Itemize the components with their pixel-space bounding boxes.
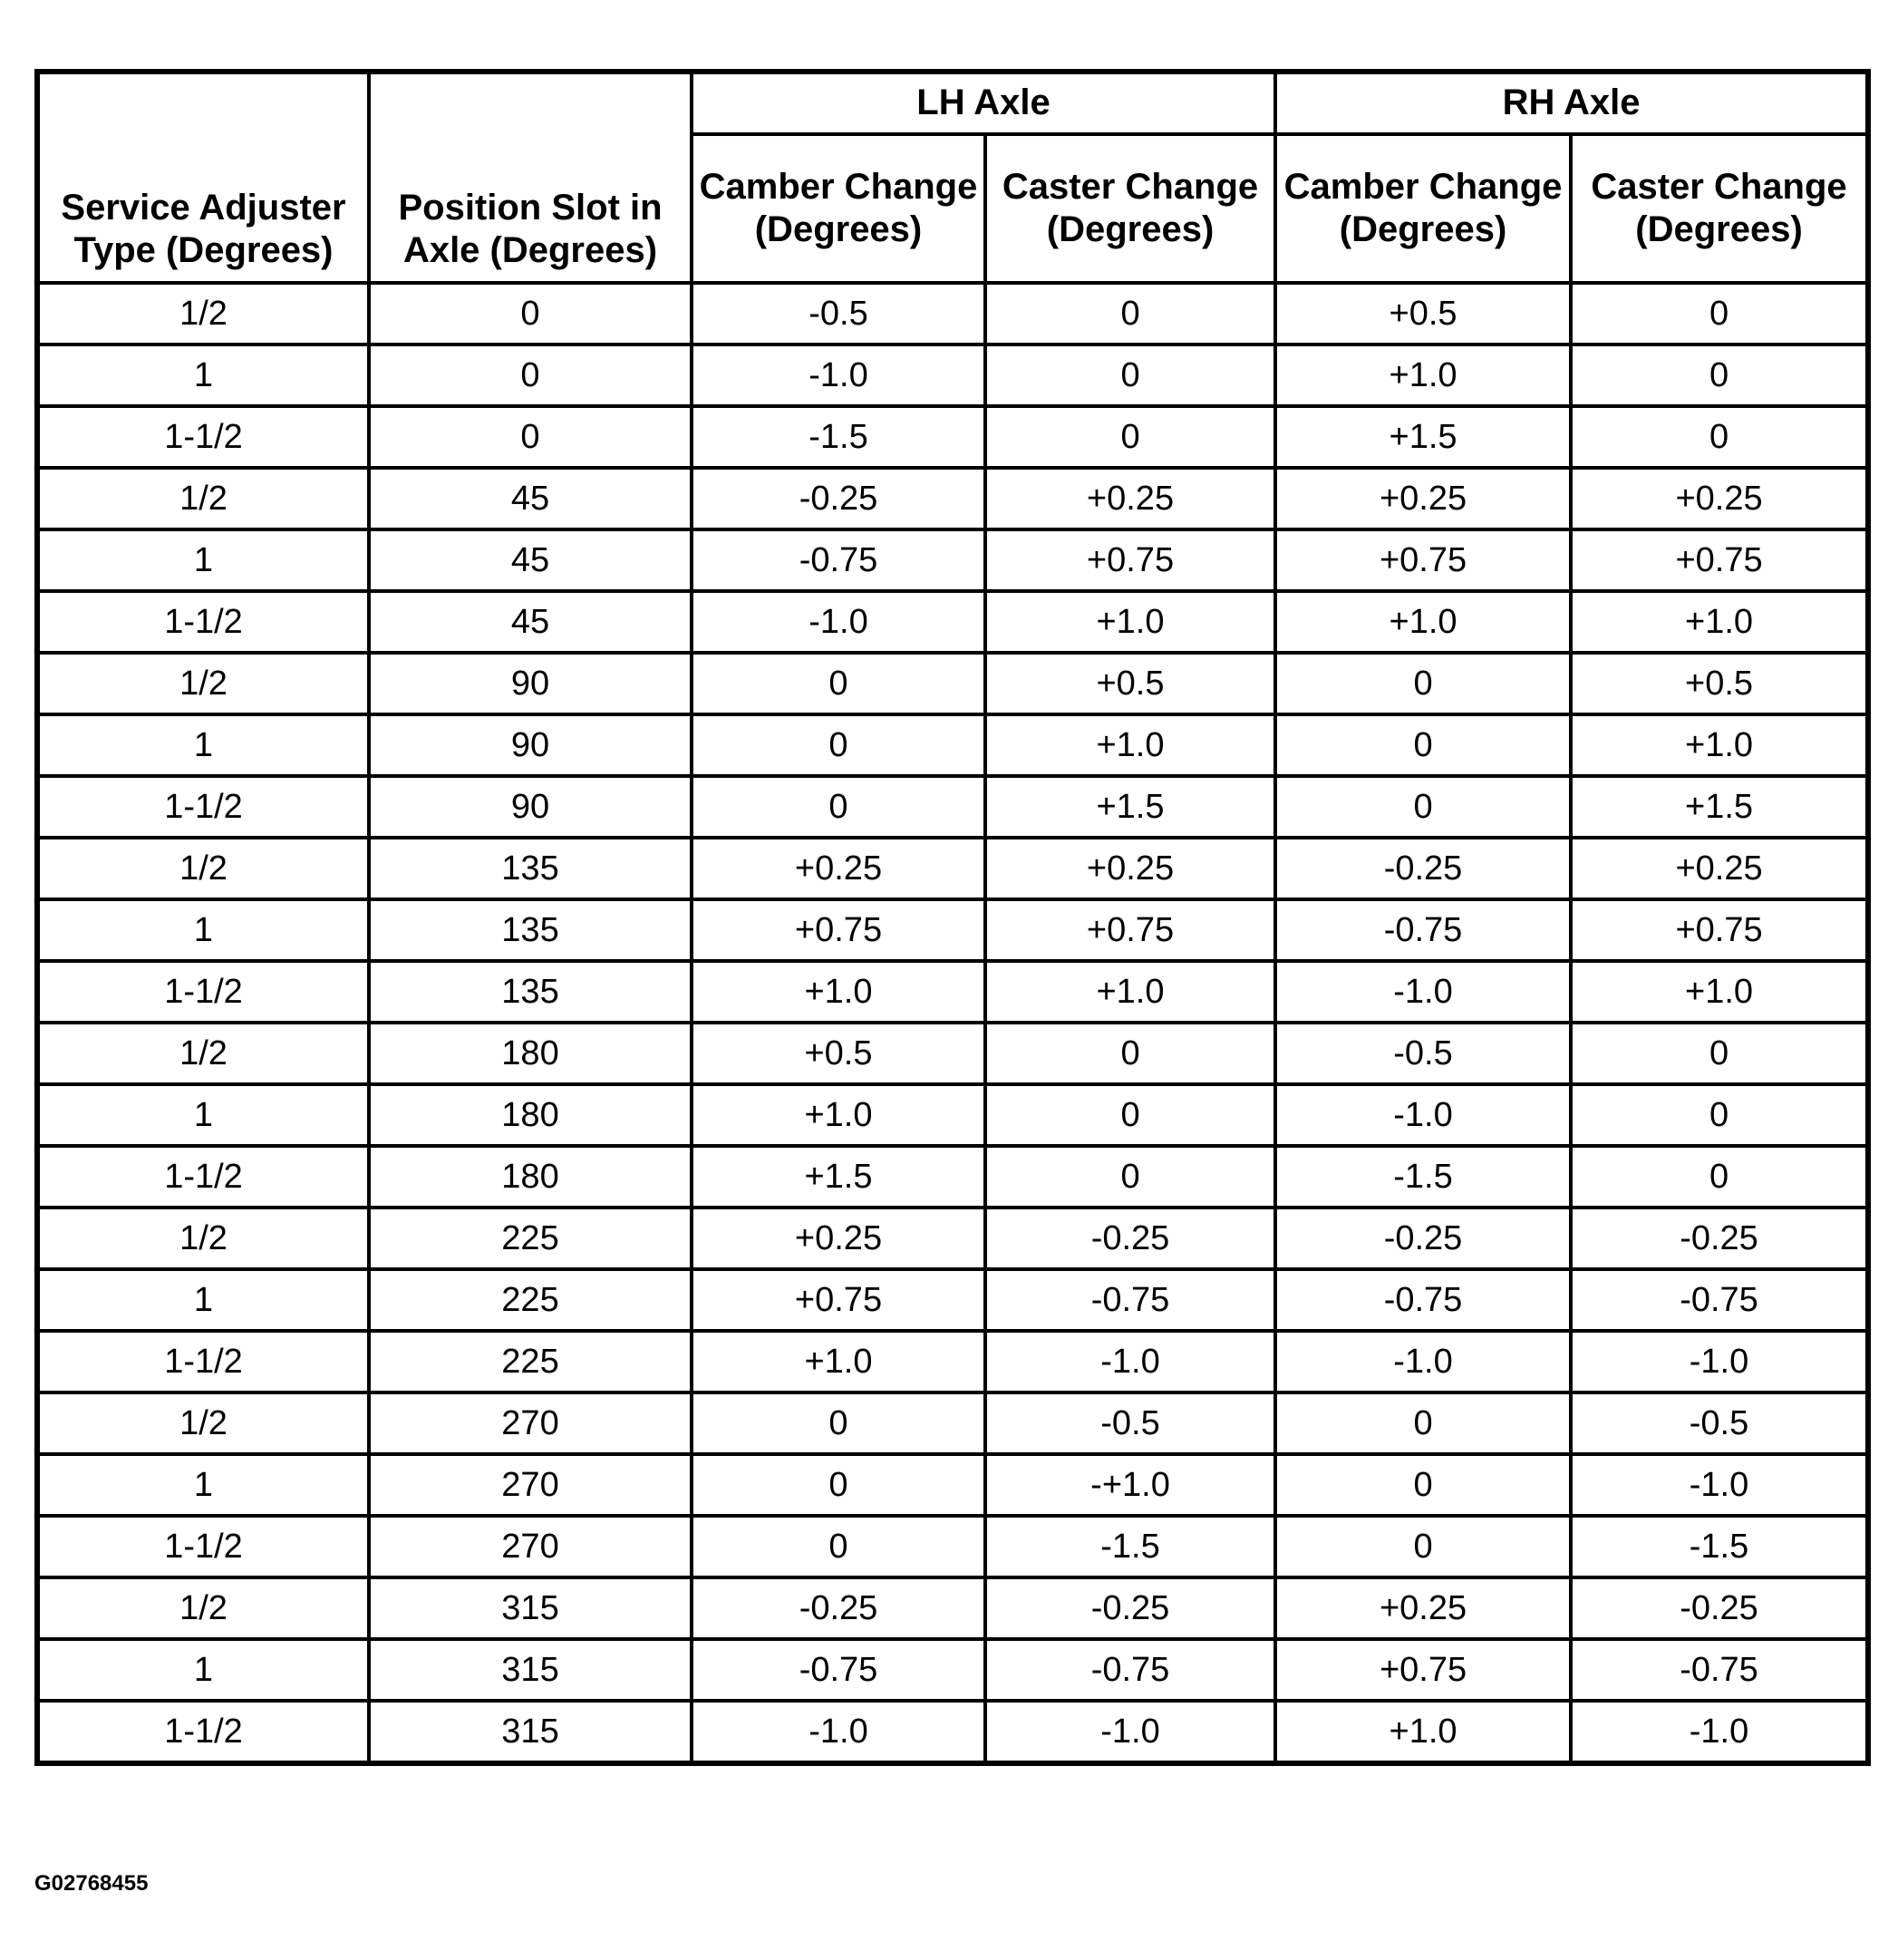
cell-lh-camber: -1.0 bbox=[692, 344, 985, 406]
cell-adjuster-type: 1-1/2 bbox=[37, 1701, 369, 1763]
cell-position-slot: 45 bbox=[369, 468, 692, 529]
cell-lh-caster: 0 bbox=[985, 283, 1275, 344]
cell-position-slot: 270 bbox=[369, 1516, 692, 1577]
cell-adjuster-type: 1/2 bbox=[37, 1577, 369, 1639]
cell-rh-camber: +1.0 bbox=[1275, 344, 1571, 406]
cell-rh-caster: +1.0 bbox=[1571, 961, 1868, 1023]
cell-lh-camber: 0 bbox=[692, 653, 985, 714]
cell-position-slot: 180 bbox=[369, 1023, 692, 1084]
cell-lh-caster: -0.75 bbox=[985, 1639, 1275, 1701]
cell-adjuster-type: 1/2 bbox=[37, 283, 369, 344]
cell-lh-camber: -0.75 bbox=[692, 1639, 985, 1701]
cell-adjuster-type: 1/2 bbox=[37, 1392, 369, 1454]
cell-lh-camber: 0 bbox=[692, 1454, 985, 1516]
table-row bbox=[37, 714, 1868, 776]
cell-lh-caster: +0.25 bbox=[985, 468, 1275, 529]
table-row bbox=[37, 1331, 1868, 1392]
cell-rh-caster: -0.75 bbox=[1571, 1639, 1868, 1701]
cell-position-slot: 270 bbox=[369, 1392, 692, 1454]
cell-lh-camber: 0 bbox=[692, 1516, 985, 1577]
table-row bbox=[37, 591, 1868, 653]
cell-adjuster-type: 1-1/2 bbox=[37, 776, 369, 838]
table-row bbox=[37, 1269, 1868, 1331]
cell-lh-caster: -1.0 bbox=[985, 1701, 1275, 1763]
cell-rh-camber: -0.5 bbox=[1275, 1023, 1571, 1084]
cell-lh-camber: +0.75 bbox=[692, 899, 985, 961]
cell-rh-camber: -1.0 bbox=[1275, 1331, 1571, 1392]
table-row bbox=[37, 406, 1868, 468]
table-row bbox=[37, 1516, 1868, 1577]
header-lh-caster: Caster Change (Degrees) bbox=[985, 134, 1275, 283]
table-header bbox=[37, 72, 1868, 283]
table-row bbox=[37, 838, 1868, 899]
cell-rh-camber: +0.25 bbox=[1275, 1577, 1571, 1639]
cell-rh-camber: -0.75 bbox=[1275, 1269, 1571, 1331]
cell-lh-camber: 0 bbox=[692, 776, 985, 838]
cell-adjuster-type: 1 bbox=[37, 1454, 369, 1516]
cell-lh-caster: +1.0 bbox=[985, 961, 1275, 1023]
table-row bbox=[37, 1701, 1868, 1763]
cell-adjuster-type: 1 bbox=[37, 1639, 369, 1701]
cell-lh-camber: -0.25 bbox=[692, 468, 985, 529]
table-row bbox=[37, 344, 1868, 406]
cell-lh-caster: +0.75 bbox=[985, 899, 1275, 961]
header-rh-caster: Caster Change (Degrees) bbox=[1571, 134, 1868, 283]
cell-position-slot: 135 bbox=[369, 961, 692, 1023]
cell-rh-camber: 0 bbox=[1275, 1454, 1571, 1516]
table-row bbox=[37, 961, 1868, 1023]
cell-rh-caster: +0.25 bbox=[1571, 468, 1868, 529]
cell-adjuster-type: 1 bbox=[37, 344, 369, 406]
cell-adjuster-type: 1-1/2 bbox=[37, 1331, 369, 1392]
cell-rh-caster: 0 bbox=[1571, 1084, 1868, 1146]
cell-rh-caster: 0 bbox=[1571, 283, 1868, 344]
cell-lh-camber: +1.0 bbox=[692, 1084, 985, 1146]
cell-adjuster-type: 1/2 bbox=[37, 468, 369, 529]
cell-rh-camber: -0.25 bbox=[1275, 1208, 1571, 1269]
cell-position-slot: 315 bbox=[369, 1701, 692, 1763]
cell-position-slot: 135 bbox=[369, 838, 692, 899]
cell-rh-camber: 0 bbox=[1275, 1516, 1571, 1577]
cell-lh-camber: -1.0 bbox=[692, 591, 985, 653]
table-row bbox=[37, 529, 1868, 591]
header-group-row bbox=[37, 72, 1868, 134]
header-service-adjuster: Service Adjuster Type (Degrees) bbox=[37, 72, 369, 283]
cell-adjuster-type: 1 bbox=[37, 1269, 369, 1331]
cell-position-slot: 0 bbox=[369, 406, 692, 468]
cell-rh-caster: -0.25 bbox=[1571, 1577, 1868, 1639]
cell-rh-camber: +0.75 bbox=[1275, 1639, 1571, 1701]
cell-lh-caster: +0.5 bbox=[985, 653, 1275, 714]
cell-position-slot: 0 bbox=[369, 283, 692, 344]
adjuster-spec-table bbox=[34, 69, 1871, 1766]
cell-rh-camber: 0 bbox=[1275, 1392, 1571, 1454]
header-lh-axle: LH Axle bbox=[692, 72, 1275, 134]
cell-lh-caster: 0 bbox=[985, 406, 1275, 468]
cell-position-slot: 135 bbox=[369, 899, 692, 961]
cell-rh-caster: +0.5 bbox=[1571, 653, 1868, 714]
cell-rh-camber: 0 bbox=[1275, 714, 1571, 776]
cell-lh-caster: 0 bbox=[985, 344, 1275, 406]
cell-adjuster-type: 1 bbox=[37, 1084, 369, 1146]
cell-lh-caster: -0.25 bbox=[985, 1577, 1275, 1639]
cell-lh-caster: +1.0 bbox=[985, 714, 1275, 776]
cell-position-slot: 90 bbox=[369, 653, 692, 714]
table-row bbox=[37, 899, 1868, 961]
cell-position-slot: 180 bbox=[369, 1084, 692, 1146]
table-row bbox=[37, 1084, 1868, 1146]
table-row bbox=[37, 1454, 1868, 1516]
cell-lh-camber: +0.75 bbox=[692, 1269, 985, 1331]
cell-position-slot: 180 bbox=[369, 1146, 692, 1208]
cell-position-slot: 0 bbox=[369, 344, 692, 406]
table-row bbox=[37, 1208, 1868, 1269]
cell-position-slot: 225 bbox=[369, 1208, 692, 1269]
cell-rh-caster: +1.0 bbox=[1571, 714, 1868, 776]
cell-adjuster-type: 1/2 bbox=[37, 838, 369, 899]
cell-lh-camber: 0 bbox=[692, 714, 985, 776]
cell-lh-caster: +0.25 bbox=[985, 838, 1275, 899]
cell-lh-caster: -1.0 bbox=[985, 1331, 1275, 1392]
cell-rh-caster: -1.0 bbox=[1571, 1454, 1868, 1516]
cell-lh-camber: +1.0 bbox=[692, 961, 985, 1023]
table-row bbox=[37, 1023, 1868, 1084]
table-row bbox=[37, 468, 1868, 529]
cell-rh-camber: -1.5 bbox=[1275, 1146, 1571, 1208]
cell-lh-caster: -0.5 bbox=[985, 1392, 1275, 1454]
cell-lh-camber: +0.25 bbox=[692, 838, 985, 899]
table-row bbox=[37, 1392, 1868, 1454]
cell-lh-camber: +0.5 bbox=[692, 1023, 985, 1084]
cell-lh-caster: 0 bbox=[985, 1084, 1275, 1146]
cell-adjuster-type: 1/2 bbox=[37, 1208, 369, 1269]
cell-lh-caster: 0 bbox=[985, 1146, 1275, 1208]
cell-rh-camber: -0.25 bbox=[1275, 838, 1571, 899]
cell-adjuster-type: 1-1/2 bbox=[37, 1146, 369, 1208]
cell-rh-camber: +1.0 bbox=[1275, 1701, 1571, 1763]
table-row bbox=[37, 1639, 1868, 1701]
cell-lh-caster: -+1.0 bbox=[985, 1454, 1275, 1516]
cell-rh-camber: +1.0 bbox=[1275, 591, 1571, 653]
cell-rh-caster: -1.0 bbox=[1571, 1701, 1868, 1763]
cell-rh-camber: -1.0 bbox=[1275, 1084, 1571, 1146]
cell-position-slot: 315 bbox=[369, 1639, 692, 1701]
cell-adjuster-type: 1/2 bbox=[37, 1023, 369, 1084]
cell-position-slot: 270 bbox=[369, 1454, 692, 1516]
header-lh-camber: Camber Change (Degrees) bbox=[692, 134, 985, 283]
cell-position-slot: 45 bbox=[369, 591, 692, 653]
cell-lh-camber: -0.75 bbox=[692, 529, 985, 591]
cell-rh-camber: +1.5 bbox=[1275, 406, 1571, 468]
cell-rh-camber: +0.25 bbox=[1275, 468, 1571, 529]
cell-adjuster-type: 1-1/2 bbox=[37, 961, 369, 1023]
cell-lh-camber: -1.5 bbox=[692, 406, 985, 468]
header-rh-axle: RH Axle bbox=[1275, 72, 1868, 134]
table-row bbox=[37, 1146, 1868, 1208]
cell-position-slot: 90 bbox=[369, 714, 692, 776]
cell-lh-caster: +1.5 bbox=[985, 776, 1275, 838]
cell-rh-caster: +0.75 bbox=[1571, 899, 1868, 961]
cell-rh-caster: +1.0 bbox=[1571, 591, 1868, 653]
cell-rh-caster: +0.75 bbox=[1571, 529, 1868, 591]
cell-rh-caster: 0 bbox=[1571, 1023, 1868, 1084]
cell-lh-camber: +0.25 bbox=[692, 1208, 985, 1269]
cell-lh-caster: +0.75 bbox=[985, 529, 1275, 591]
cell-lh-caster: -1.5 bbox=[985, 1516, 1275, 1577]
table-row bbox=[37, 283, 1868, 344]
cell-rh-camber: -1.0 bbox=[1275, 961, 1571, 1023]
cell-rh-caster: 0 bbox=[1571, 406, 1868, 468]
cell-rh-camber: +0.75 bbox=[1275, 529, 1571, 591]
cell-rh-camber: 0 bbox=[1275, 776, 1571, 838]
header-rh-camber: Camber Change (Degrees) bbox=[1275, 134, 1571, 283]
table-body bbox=[37, 283, 1868, 1763]
cell-position-slot: 225 bbox=[369, 1269, 692, 1331]
cell-rh-caster: -0.25 bbox=[1571, 1208, 1868, 1269]
cell-position-slot: 45 bbox=[369, 529, 692, 591]
cell-rh-caster: 0 bbox=[1571, 1146, 1868, 1208]
cell-rh-caster: -0.75 bbox=[1571, 1269, 1868, 1331]
cell-rh-camber: -0.75 bbox=[1275, 899, 1571, 961]
cell-lh-camber: 0 bbox=[692, 1392, 985, 1454]
cell-lh-camber: -0.5 bbox=[692, 283, 985, 344]
cell-position-slot: 90 bbox=[369, 776, 692, 838]
cell-adjuster-type: 1 bbox=[37, 714, 369, 776]
cell-adjuster-type: 1 bbox=[37, 529, 369, 591]
table-row bbox=[37, 776, 1868, 838]
cell-lh-camber: -0.25 bbox=[692, 1577, 985, 1639]
table-row bbox=[37, 653, 1868, 714]
cell-rh-caster: +0.25 bbox=[1571, 838, 1868, 899]
cell-position-slot: 315 bbox=[369, 1577, 692, 1639]
cell-lh-camber: +1.0 bbox=[692, 1331, 985, 1392]
cell-lh-caster: -0.75 bbox=[985, 1269, 1275, 1331]
cell-adjuster-type: 1-1/2 bbox=[37, 1516, 369, 1577]
cell-position-slot: 225 bbox=[369, 1331, 692, 1392]
cell-adjuster-type: 1-1/2 bbox=[37, 406, 369, 468]
cell-rh-caster: +1.5 bbox=[1571, 776, 1868, 838]
cell-rh-caster: -1.5 bbox=[1571, 1516, 1868, 1577]
cell-adjuster-type: 1-1/2 bbox=[37, 591, 369, 653]
cell-rh-caster: -0.5 bbox=[1571, 1392, 1868, 1454]
cell-rh-caster: -1.0 bbox=[1571, 1331, 1868, 1392]
figure-id: G02768455 bbox=[34, 1871, 149, 1896]
cell-adjuster-type: 1/2 bbox=[37, 653, 369, 714]
cell-lh-camber: -1.0 bbox=[692, 1701, 985, 1763]
cell-lh-camber: +1.5 bbox=[692, 1146, 985, 1208]
cell-rh-caster: 0 bbox=[1571, 344, 1868, 406]
cell-lh-caster: 0 bbox=[985, 1023, 1275, 1084]
table-row bbox=[37, 1577, 1868, 1639]
cell-adjuster-type: 1 bbox=[37, 899, 369, 961]
header-position-slot: Position Slot in Axle (Degrees) bbox=[369, 72, 692, 283]
cell-lh-caster: +1.0 bbox=[985, 591, 1275, 653]
cell-rh-camber: +0.5 bbox=[1275, 283, 1571, 344]
cell-rh-camber: 0 bbox=[1275, 653, 1571, 714]
cell-lh-caster: -0.25 bbox=[985, 1208, 1275, 1269]
